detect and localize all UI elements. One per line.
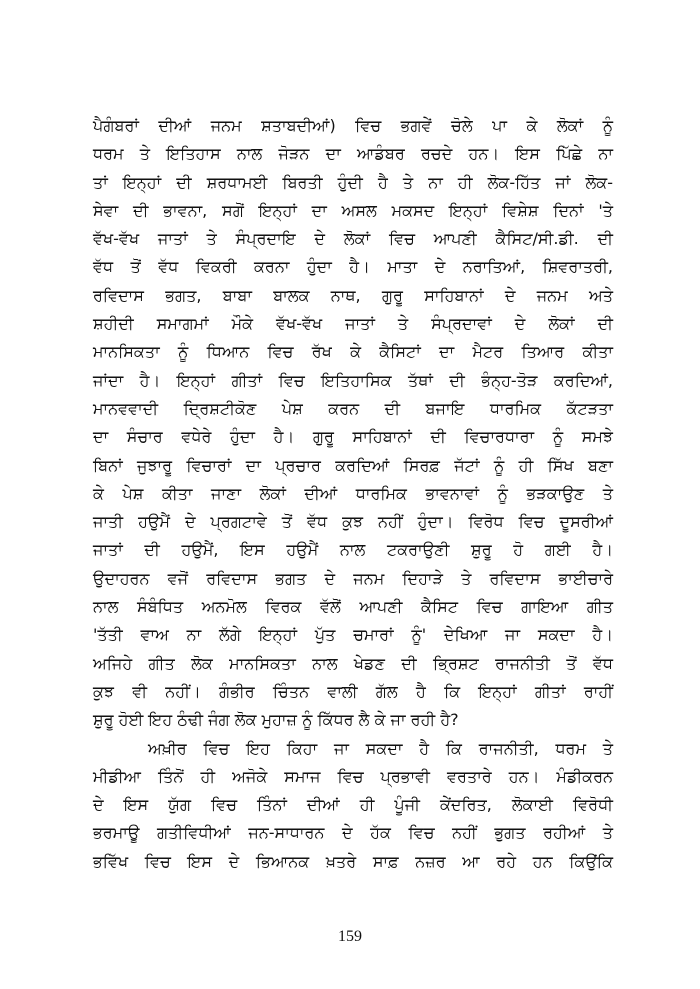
text-line: ਤਾਂ ਇਨ੍ਹਾਂ ਦੀ ਸ਼ਰਧਾਮਈ ਬਿਰਤੀ ਹੁੰਦੀ ਹੈ ਤੇ ਨਾ ਹੀ ਲੋਕ-ਹਿੱਤ ਜਾਂ ਲੋਕ- [93, 172, 613, 192]
text-line: ਕੇ ਪੇਸ਼ ਕੀਤਾ ਜਾਣਾ ਲੋਕਾਂ ਦੀਆਂ ਧਾਰਮਿਕ ਭਾਵਨਾਵਾਂ ਨੂੰ ਭੜਕਾਉਣ ਤੇ [93, 483, 613, 503]
text-line: ਅਜਿਹੇ ਗੀਤ ਲੋਕ ਮਾਨਸਿਕਤਾ ਨਾਲ ਖੇਡਣ ਦੀ ਭ੍ਰਿਸ਼ਟ ਰਾਜਨੀਤੀ ਤੋਂ ਵੱਧ [93, 653, 613, 673]
text-line: ਜਾਤਾਂ ਦੀ ਹਉਮੈਂ, ਇਸ ਹਉਮੈਂ ਨਾਲ ਟਕਰਾਉਣੀ ਸ਼ੁਰੂ ਹੋ ਗਈ ਹੈ। [93, 540, 613, 560]
text-line: ਮਾਨਸਿਕਤਾ ਨੂੰ ਧਿਆਨ ਵਿਚ ਰੱਖ ਕੇ ਕੈਸਿਟਾਂ ਦਾ ਮੈਟਰ ਤਿਆਰ ਕੀਤਾ [93, 342, 613, 362]
text-line: ਨਾਲ ਸੰਬੰਧਿਤ ਅਨਮੋਲ ਵਿਰਕ ਵੱਲੋਂ ਆਪਣੀ ਕੈਸਿਟ ਵਿਚ ਗਾਇਆ ਗੀਤ [93, 597, 613, 617]
text-line: ਕੁਝ ਵੀ ਨਹੀਂ। ਗੰਭੀਰ ਚਿੰਤਨ ਵਾਲੀ ਗੱਲ ਹੈ ਕਿ ਇਨ੍ਹਾਂ ਗੀਤਾਂ ਰਾਹੀਂ [93, 681, 613, 701]
text-line: ਸੇਵਾ ਦੀ ਭਾਵਨਾ, ਸਗੋਂ ਇਨ੍ਹਾਂ ਦਾ ਅਸਲ ਮਕਸਦ ਇਨ੍ਹਾਂ ਵਿਸ਼ੇਸ਼ ਦਿਨਾਂ 'ਤੇ [93, 200, 613, 220]
text-line: ਪੈਗੰਬਰਾਂ ਦੀਆਂ ਜਨਮ ਸ਼ਤਾਬਦੀਆਂ) ਵਿਚ ਭਗਵੇਂ ਚੋਲੇ ਪਾ ਕੇ ਲੋਕਾਂ ਨੂੰ [93, 116, 613, 135]
text-line: ਭਰਮਾਊ ਗਤੀਵਿਧੀਆਂ ਜਨ-ਸਾਧਾਰਨ ਦੇ ਹੱਕ ਵਿਚ ਨਹੀਂ ਭੁਗਤ ਰਹੀਆਂ ਤੇ [93, 823, 613, 843]
paragraph [93, 735, 613, 876]
text-line: ਜਾਂਦਾ ਹੈ। ਇਨ੍ਹਾਂ ਗੀਤਾਂ ਵਿਚ ਇਤਿਹਾਸਿਕ ਤੱਥਾਂ ਦੀ ਭੰਨ੍ਹ-ਤੋੜ ਕਰਦਿਆਂ, [93, 370, 613, 390]
text-line: ਸ਼ਹੀਦੀ ਸਮਾਗਮਾਂ ਮੌਕੇ ਵੱਖ-ਵੱਖ ਜਾਤਾਂ ਤੇ ਸੰਪ੍ਰਦਾਵਾਂ ਦੇ ਲੋਕਾਂ ਦੀ [93, 314, 613, 334]
text-line: ਦਾ ਸੰਚਾਰ ਵਧੇਰੇ ਹੁੰਦਾ ਹੈ। ਗੁਰੂ ਸਾਹਿਬਾਨਾਂ ਦੀ ਵਿਚਾਰਧਾਰਾ ਨੂੰ ਸਮਝੇ [93, 427, 613, 447]
text-line: ਰਵਿਦਾਸ ਭਗਤ, ਬਾਬਾ ਬਾਲਕ ਨਾਥ, ਗੁਰੂ ਸਾਹਿਬਾਨਾਂ ਦੇ ਜਨਮ ਅਤੇ [93, 285, 613, 305]
text-line: ਜਾਤੀ ਹਉਮੈਂ ਦੇ ਪ੍ਰਗਟਾਵੇ ਤੋਂ ਵੱਧ ਕੁਝ ਨਹੀਂ ਹੁੰਦਾ। ਵਿਰੋਧ ਵਿਚ ਦੂਸਰੀਆਂ [93, 512, 613, 532]
text-line: ਵੱਖ-ਵੱਖ ਜਾਤਾਂ ਤੇ ਸੰਪ੍ਰਦਾਇ ਦੇ ਲੋਕਾਂ ਵਿਚ ਆਪਣੀ ਕੈਸਿਟ/ਸੀ.ਡੀ. ਦੀ [93, 229, 613, 249]
text-line: 'ਤੱਤੀ ਵਾਅ ਨਾ ਲੱਗੇ ਇਨ੍ਹਾਂ ਪੁੱਤ ਚਮਾਰਾਂ ਨੂੰ' ਦੇਖਿਆ ਜਾ ਸਕਦਾ ਹੈ। [93, 625, 613, 645]
text-line: ਉਦਾਹਰਨ ਵਜੋਂ ਰਵਿਦਾਸ ਭਗਤ ਦੇ ਜਨਮ ਦਿਹਾੜੇ ਤੇ ਰਵਿਦਾਸ ਭਾਈਚਾਰੇ [93, 568, 613, 588]
paragraph [93, 112, 613, 735]
text-line: ਭਵਿੱਖ ਵਿਚ ਇਸ ਦੇ ਭਿਆਨਕ ਖ਼ਤਰੇ ਸਾਫ਼ ਨਜ਼ਰ ਆ ਰਹੇ ਹਨ ਕਿਉਂਕਿ [93, 851, 613, 871]
text-line: ਸ਼ੁਰੂ ਹੋਈ ਇਹ ਠੰਢੀ ਜੰਗ ਲੋਕ ਮੁਹਾਜ਼ ਨੂੰ ਕਿੱਧਰ ਲੈ ਕੇ ਜਾ ਰਹੀ ਹੈ? [93, 710, 459, 730]
page-number: 159 [338, 928, 362, 945]
text-line: ਧਰਮ ਤੇ ਇਤਿਹਾਸ ਨਾਲ ਜੋੜਨ ਦਾ ਆਡੰਬਰ ਰਚਦੇ ਹਨ। ਇਸ ਪਿੱਛੇ ਨਾ [93, 144, 613, 164]
text-line: ਅਖ਼ੀਰ ਵਿਚ ਇਹ ਕਿਹਾ ਜਾ ਸਕਦਾ ਹੈ ਕਿ ਰਾਜਨੀਤੀ, ਧਰਮ ਤੇ [148, 738, 613, 758]
body-text [93, 112, 613, 876]
text-line: ਮਾਨਵਵਾਦੀ ਦ੍ਰਿਸ਼ਟੀਕੋਣ ਪੇਸ਼ ਕਰਨ ਦੀ ਬਜਾਇ ਧਾਰਮਿਕ ਕੱਟੜਤਾ [93, 398, 613, 418]
text-line: ਮੀਡੀਆ ਤਿੰਨੋਂ ਹੀ ਅਜੋਕੇ ਸਮਾਜ ਵਿਚ ਪ੍ਰਭਾਵੀ ਵਰਤਾਰੇ ਹਨ। ਮੰਡੀਕਰਨ [93, 766, 613, 786]
text-line: ਦੇ ਇਸ ਯੁੱਗ ਵਿਚ ਤਿੰਨਾਂ ਦੀਆਂ ਹੀ ਪੂੰਜੀ ਕੇਂਦਰਿਤ, ਲੋਕਾਈ ਵਿਰੋਧੀ [93, 795, 613, 815]
text-line: ਬਿਨਾਂ ਜੁਝਾਰੂ ਵਿਚਾਰਾਂ ਦਾ ਪ੍ਰਚਾਰ ਕਰਦਿਆਂ ਸਿਰਫ਼ ਜੱਟਾਂ ਨੂੰ ਹੀ ਸਿੱਖ ਬਣਾ [93, 455, 613, 475]
text-line: ਵੱਧ ਤੋਂ ਵੱਧ ਵਿਕਰੀ ਕਰਨਾ ਹੁੰਦਾ ਹੈ। ਮਾਤਾ ਦੇ ਨਰਾਤਿਆਂ, ਸ਼ਿਵਰਾਤਰੀ, [93, 257, 613, 277]
